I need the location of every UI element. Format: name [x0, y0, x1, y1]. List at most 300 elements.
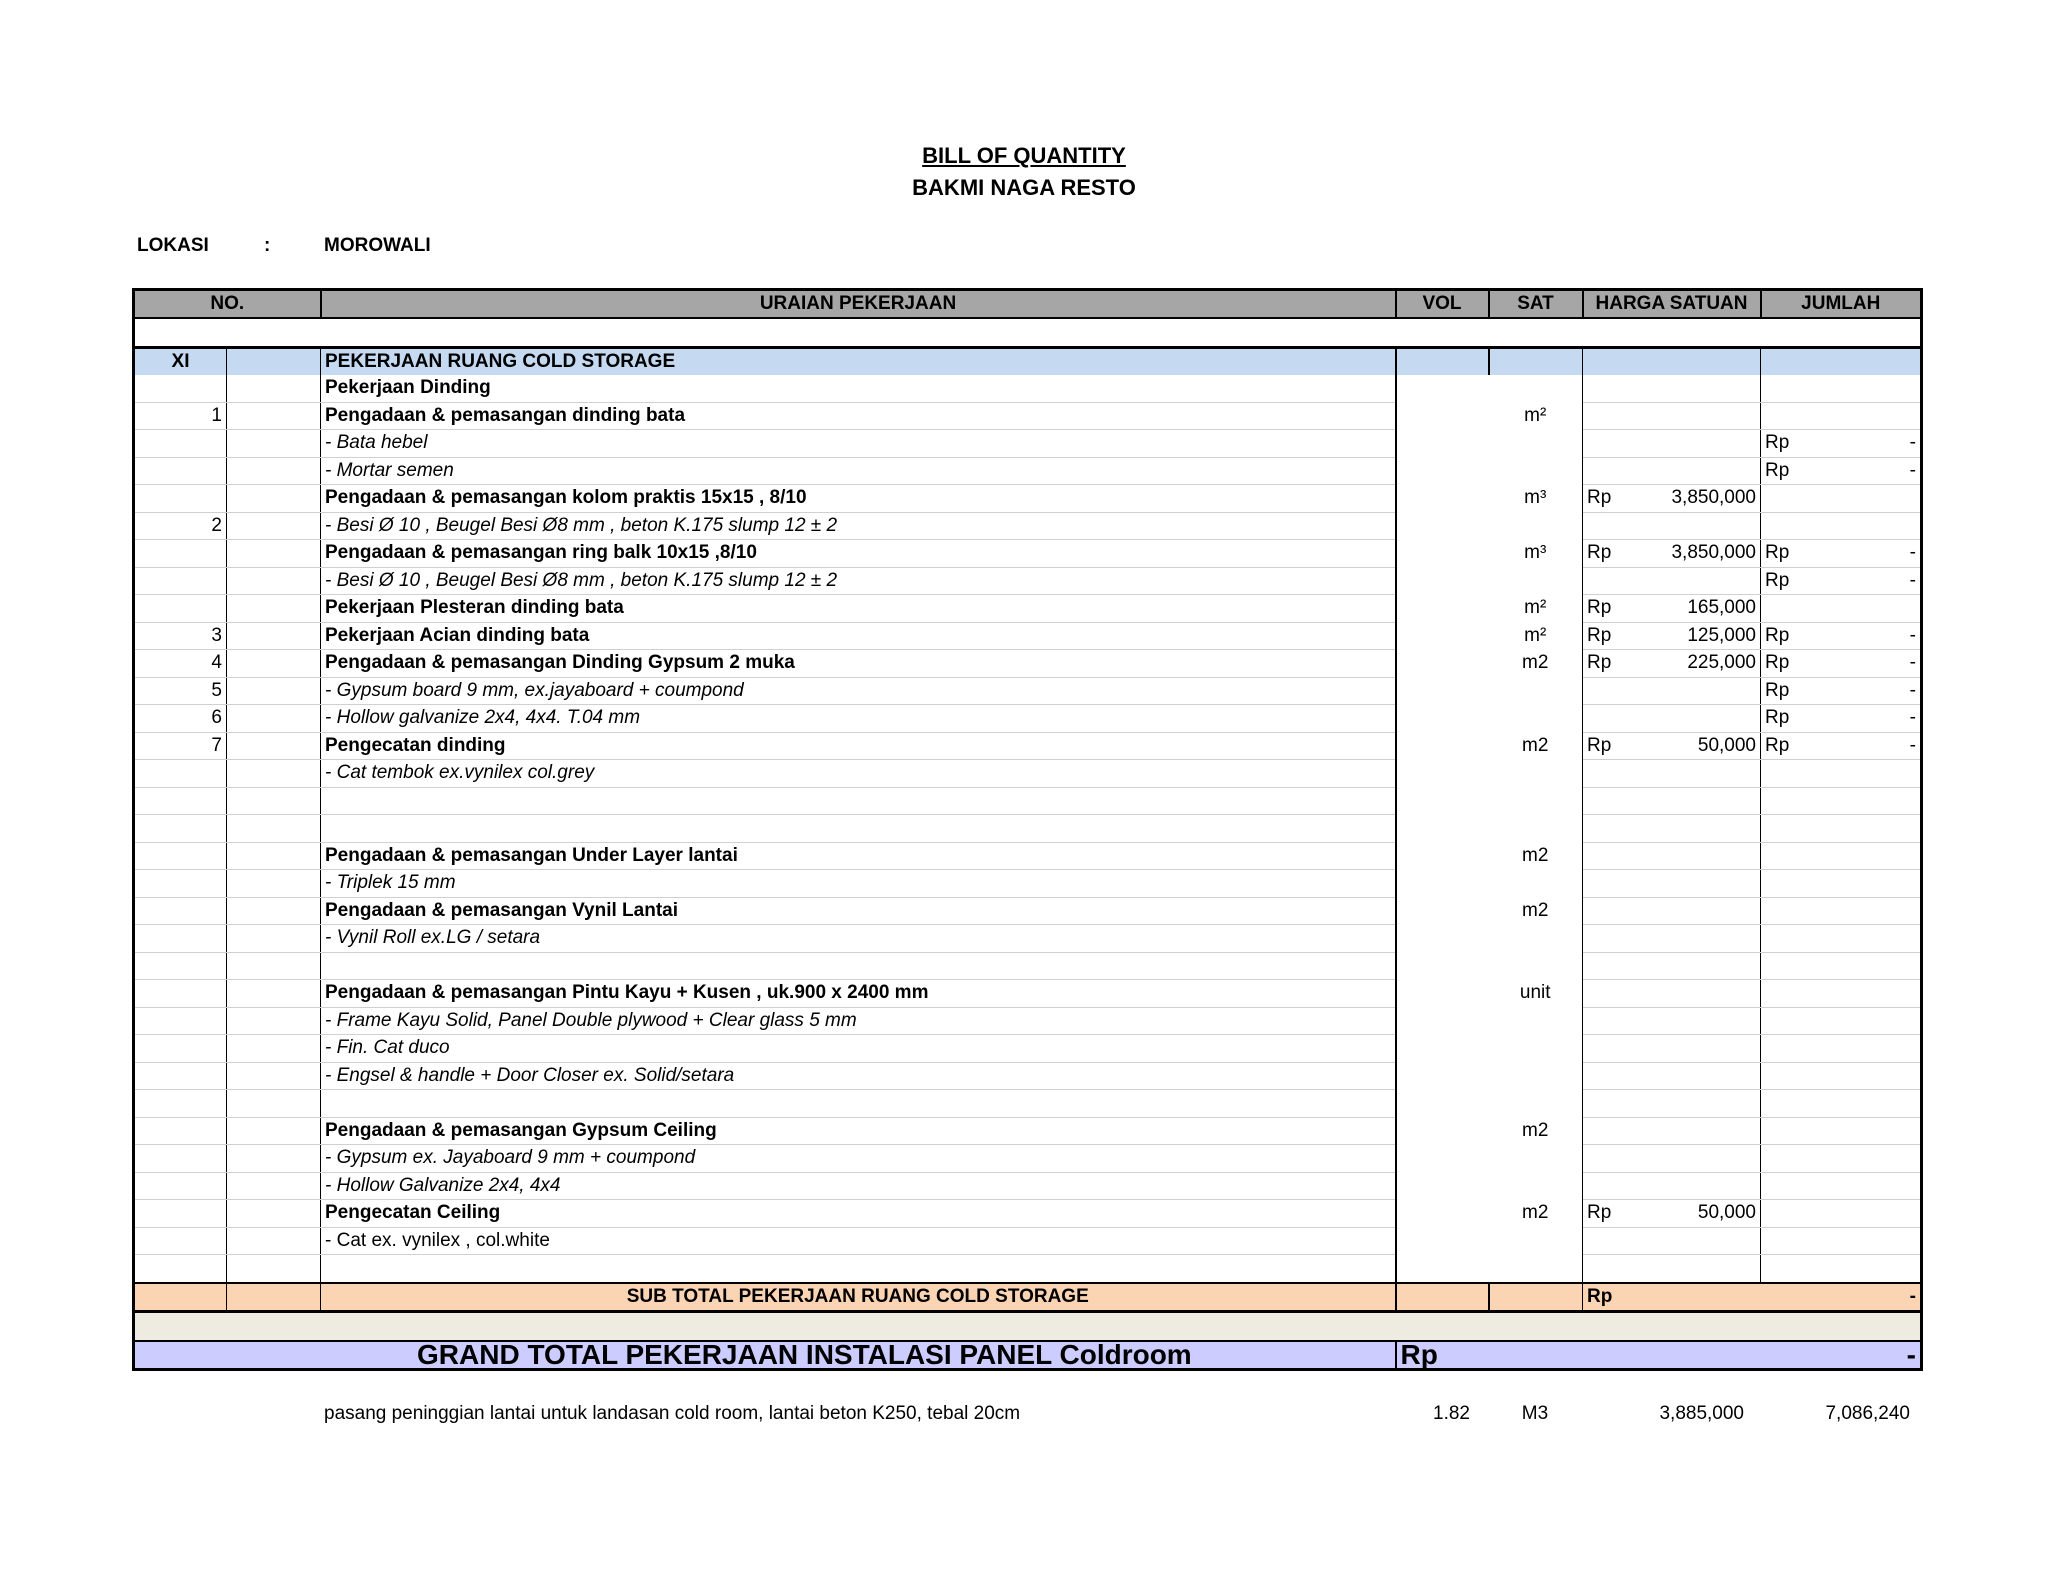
item-vol — [1396, 1035, 1489, 1063]
total-value: - — [1909, 569, 1916, 591]
item-no — [134, 430, 227, 458]
table-row — [134, 677, 1922, 705]
total-currency: Rp — [1765, 707, 1790, 729]
item-total — [1761, 595, 1922, 623]
item-vol — [1396, 870, 1489, 898]
item-unit — [1489, 1090, 1583, 1118]
item-unit — [1489, 1227, 1583, 1255]
total-value: - — [1909, 679, 1916, 701]
item-vol — [1396, 540, 1489, 568]
item-description — [321, 787, 1396, 815]
item-description: Pengadaan & pemasangan dinding bata — [321, 402, 1396, 430]
blank-row — [134, 1312, 1922, 1341]
item-unit-price — [1583, 457, 1761, 485]
item-unit-price — [1583, 897, 1761, 925]
total-value: - — [1909, 707, 1916, 729]
item-unit-price — [1583, 1090, 1761, 1118]
item-subno — [227, 1227, 321, 1255]
item-unit-price — [1583, 1007, 1761, 1035]
item-total — [1761, 622, 1922, 650]
section-title: PEKERJAAN RUANG COLD STORAGE — [321, 347, 1396, 375]
item-vol — [1396, 952, 1489, 980]
item-unit — [1489, 815, 1583, 843]
item-vol — [1396, 402, 1489, 430]
item-unit — [1489, 1007, 1583, 1035]
item-no — [134, 1200, 227, 1228]
item-no: 7 — [134, 732, 227, 760]
item-vol — [1396, 760, 1489, 788]
item-unit-price — [1583, 402, 1761, 430]
item-unit-price — [1583, 732, 1761, 760]
item-description: - Frame Kayu Solid, Panel Double plywood + Clear glass 5 mm — [321, 1007, 1396, 1035]
col-header-desc: URAIAN PEKERJAAN — [321, 290, 1396, 319]
price-currency: Rp — [1587, 542, 1612, 564]
item-unit-price — [1583, 595, 1761, 623]
item-description: - Gypsum ex. Jayaboard 9 mm + coumpond — [321, 1145, 1396, 1173]
item-vol — [1396, 1145, 1489, 1173]
item-total — [1761, 650, 1922, 678]
item-vol — [1396, 457, 1489, 485]
total-value: - — [1909, 542, 1916, 564]
item-vol — [1396, 1062, 1489, 1090]
item-subno — [227, 375, 321, 402]
table-row — [134, 1062, 1922, 1090]
item-subno — [227, 787, 321, 815]
project-name: BAKMI NAGA RESTO — [912, 175, 1136, 200]
item-subno — [227, 870, 321, 898]
item-description: - Hollow galvanize 2x4, 4x4. T.04 mm — [321, 705, 1396, 733]
item-total — [1761, 567, 1922, 595]
item-subno — [227, 1090, 321, 1118]
item-vol — [1396, 815, 1489, 843]
table-row — [134, 1117, 1922, 1145]
item-vol — [1396, 375, 1489, 402]
table-row — [134, 1227, 1922, 1255]
item-unit: m² — [1489, 622, 1583, 650]
item-unit — [1489, 760, 1583, 788]
note-unit: M3 — [1521, 1403, 1549, 1424]
item-subno — [227, 650, 321, 678]
item-unit — [1489, 952, 1583, 980]
item-subno — [227, 622, 321, 650]
item-subno — [227, 1035, 321, 1063]
item-description: Pekerjaan Plesteran dinding bata — [321, 595, 1396, 623]
note-vol: 1.82 — [1433, 1403, 1470, 1424]
item-unit-price — [1583, 870, 1761, 898]
item-vol — [1396, 567, 1489, 595]
item-unit-price — [1583, 1062, 1761, 1090]
item-vol — [1396, 1255, 1489, 1283]
item-unit-price — [1583, 677, 1761, 705]
table-row — [134, 1035, 1922, 1063]
item-no — [134, 567, 227, 595]
table-row — [134, 402, 1922, 430]
item-unit-price — [1583, 1117, 1761, 1145]
item-total — [1761, 1227, 1922, 1255]
table-row — [134, 787, 1922, 815]
table-row — [134, 925, 1922, 953]
item-total — [1761, 815, 1922, 843]
item-unit: m2 — [1489, 842, 1583, 870]
item-subno — [227, 430, 321, 458]
grand-total-label: GRAND TOTAL PEKERJAAN INSTALASI PANEL Coldroom — [134, 1341, 1396, 1370]
item-subno — [227, 512, 321, 540]
table-row — [134, 457, 1922, 485]
item-no — [134, 870, 227, 898]
item-description: - Cat tembok ex.vynilex col.grey — [321, 760, 1396, 788]
item-no — [134, 540, 227, 568]
price-value: 3,850,000 — [1671, 542, 1756, 564]
table-row — [134, 540, 1922, 568]
item-unit-price — [1583, 512, 1761, 540]
item-unit-price — [1583, 622, 1761, 650]
item-description: - Gypsum board 9 mm, ex.jayaboard + coumpond — [321, 677, 1396, 705]
boq-table-container — [132, 288, 1920, 1371]
price-currency: Rp — [1587, 652, 1612, 674]
item-subno — [227, 1255, 321, 1283]
table-row — [134, 1255, 1922, 1283]
item-total — [1761, 1062, 1922, 1090]
total-value: - — [1909, 459, 1916, 481]
table-row — [134, 512, 1922, 540]
item-unit — [1489, 457, 1583, 485]
item-subno — [227, 595, 321, 623]
item-total — [1761, 732, 1922, 760]
total-currency: Rp — [1765, 652, 1790, 674]
item-unit-price — [1583, 1172, 1761, 1200]
table-row — [134, 732, 1922, 760]
item-description: Pekerjaan Dinding — [321, 375, 1396, 402]
item-total — [1761, 1172, 1922, 1200]
item-no — [134, 897, 227, 925]
item-unit — [1489, 375, 1583, 402]
table-row — [134, 375, 1922, 402]
item-no — [134, 815, 227, 843]
item-total — [1761, 1090, 1922, 1118]
item-vol — [1396, 622, 1489, 650]
table-row — [134, 705, 1922, 733]
item-unit: unit — [1489, 980, 1583, 1008]
item-description: Pengadaan & pemasangan Under Layer lantai — [321, 842, 1396, 870]
item-subno — [227, 760, 321, 788]
location-colon: : — [264, 235, 271, 256]
item-no — [134, 457, 227, 485]
section-no: XI — [134, 347, 227, 375]
item-description — [321, 1255, 1396, 1283]
spacer-row — [134, 318, 1922, 347]
col-header-no: NO. — [134, 290, 321, 319]
item-subno — [227, 1172, 321, 1200]
price-currency: Rp — [1587, 734, 1612, 756]
item-description: - Cat ex. vynilex , col.white — [321, 1227, 1396, 1255]
item-total — [1761, 402, 1922, 430]
item-no — [134, 760, 227, 788]
item-unit — [1489, 925, 1583, 953]
item-unit: m² — [1489, 402, 1583, 430]
price-value: 125,000 — [1687, 624, 1756, 646]
item-unit-price — [1583, 1035, 1761, 1063]
item-unit: m³ — [1489, 540, 1583, 568]
price-value: 50,000 — [1697, 734, 1756, 756]
item-unit-price — [1583, 1227, 1761, 1255]
item-no: 5 — [134, 677, 227, 705]
item-total — [1761, 842, 1922, 870]
item-vol — [1396, 1227, 1489, 1255]
item-no — [134, 1227, 227, 1255]
item-total — [1761, 760, 1922, 788]
price-value: 50,000 — [1697, 1202, 1756, 1224]
table-row — [134, 952, 1922, 980]
item-vol — [1396, 705, 1489, 733]
item-unit-price — [1583, 980, 1761, 1008]
item-description: Pekerjaan Acian dinding bata — [321, 622, 1396, 650]
subtotal-currency: Rp — [1587, 1285, 1613, 1307]
table-row — [134, 760, 1922, 788]
item-total — [1761, 1117, 1922, 1145]
boq-table — [132, 288, 1923, 1371]
total-value: - — [1909, 624, 1916, 646]
item-no — [134, 595, 227, 623]
table-row — [134, 622, 1922, 650]
item-subno — [227, 567, 321, 595]
item-vol — [1396, 925, 1489, 953]
table-header-row — [134, 290, 1922, 319]
item-subno — [227, 1007, 321, 1035]
item-unit: m2 — [1489, 650, 1583, 678]
item-unit: m² — [1489, 595, 1583, 623]
item-total — [1761, 1255, 1922, 1283]
table-row — [134, 897, 1922, 925]
item-unit: m2 — [1489, 1117, 1583, 1145]
item-no — [134, 1007, 227, 1035]
price-currency: Rp — [1587, 1202, 1612, 1224]
table-row — [134, 870, 1922, 898]
item-unit — [1489, 1145, 1583, 1173]
item-no — [134, 375, 227, 402]
item-no: 1 — [134, 402, 227, 430]
item-subno — [227, 897, 321, 925]
item-unit — [1489, 1035, 1583, 1063]
item-unit-price — [1583, 485, 1761, 513]
item-no: 4 — [134, 650, 227, 678]
item-unit: m2 — [1489, 1200, 1583, 1228]
item-subno — [227, 952, 321, 980]
item-no — [134, 980, 227, 1008]
item-description: - Besi Ø 10 , Beugel Besi Ø8 mm , beton K.175 slump 12 ± 2 — [321, 567, 1396, 595]
total-currency: Rp — [1765, 624, 1790, 646]
table-row — [134, 485, 1922, 513]
total-currency: Rp — [1765, 734, 1790, 756]
item-subno — [227, 815, 321, 843]
item-no — [134, 1035, 227, 1063]
item-total — [1761, 375, 1922, 402]
item-no: 3 — [134, 622, 227, 650]
note-description: pasang peninggian lantai untuk landasan cold room, lantai beton K250, tebal 20cm — [324, 1403, 1021, 1424]
item-description: Pengadaan & pemasangan Gypsum Ceiling — [321, 1117, 1396, 1145]
item-no — [134, 1090, 227, 1118]
item-no: 6 — [134, 705, 227, 733]
item-vol — [1396, 512, 1489, 540]
table-row — [134, 1172, 1922, 1200]
item-subno — [227, 705, 321, 733]
table-row — [134, 1200, 1922, 1228]
col-header-total: JUMLAH — [1761, 290, 1922, 319]
item-no — [134, 1172, 227, 1200]
col-header-sat: SAT — [1489, 290, 1583, 319]
item-unit-price — [1583, 650, 1761, 678]
price-currency: Rp — [1587, 624, 1612, 646]
item-vol — [1396, 980, 1489, 1008]
item-unit — [1489, 870, 1583, 898]
item-description: - Besi Ø 10 , Beugel Besi Ø8 mm , beton K.175 slump 12 ± 2 — [321, 512, 1396, 540]
item-subno — [227, 842, 321, 870]
item-description: Pengadaan & pemasangan Vynil Lantai — [321, 897, 1396, 925]
section-row — [134, 347, 1922, 375]
item-total — [1761, 787, 1922, 815]
item-subno — [227, 1062, 321, 1090]
total-currency: Rp — [1765, 569, 1790, 591]
table-row — [134, 595, 1922, 623]
table-row — [134, 1145, 1922, 1173]
item-subno — [227, 457, 321, 485]
item-no — [134, 1062, 227, 1090]
item-vol — [1396, 677, 1489, 705]
item-unit — [1489, 430, 1583, 458]
subtotal-row — [134, 1283, 1922, 1312]
item-subno — [227, 732, 321, 760]
table-row — [134, 567, 1922, 595]
page-title: BILL OF QUANTITY — [922, 143, 1126, 168]
item-description: Pengadaan & pemasangan Dinding Gypsum 2 muka — [321, 650, 1396, 678]
item-subno — [227, 1145, 321, 1173]
item-unit: m2 — [1489, 897, 1583, 925]
item-total — [1761, 430, 1922, 458]
item-total — [1761, 677, 1922, 705]
item-no: 2 — [134, 512, 227, 540]
item-unit-price — [1583, 760, 1761, 788]
item-vol — [1396, 1007, 1489, 1035]
price-currency: Rp — [1587, 487, 1612, 509]
item-unit-price — [1583, 1200, 1761, 1228]
item-description: - Engsel & handle + Door Closer ex. Solid/setara — [321, 1062, 1396, 1090]
total-currency: Rp — [1765, 542, 1790, 564]
item-unit-price — [1583, 540, 1761, 568]
subtotal-label: SUB TOTAL PEKERJAAN RUANG COLD STORAGE — [321, 1283, 1396, 1312]
item-subno — [227, 485, 321, 513]
total-value: - — [1909, 734, 1916, 756]
item-unit — [1489, 567, 1583, 595]
note-total: 7,086,240 — [1825, 1403, 1910, 1424]
item-description: - Hollow Galvanize 2x4, 4x4 — [321, 1172, 1396, 1200]
item-vol — [1396, 1117, 1489, 1145]
total-value: - — [1909, 652, 1916, 674]
item-unit: m2 — [1489, 732, 1583, 760]
item-unit-price — [1583, 842, 1761, 870]
item-description: - Triplek 15 mm — [321, 870, 1396, 898]
col-header-price: HARGA SATUAN — [1583, 290, 1761, 319]
item-description: Pengadaan & pemasangan ring balk 10x15 ,8/10 — [321, 540, 1396, 568]
item-unit-price — [1583, 787, 1761, 815]
item-no — [134, 1117, 227, 1145]
item-unit — [1489, 1255, 1583, 1283]
item-unit — [1489, 1172, 1583, 1200]
item-total — [1761, 952, 1922, 980]
grand-total-row — [134, 1341, 1922, 1370]
item-unit-price — [1583, 925, 1761, 953]
item-vol — [1396, 430, 1489, 458]
item-subno — [227, 925, 321, 953]
table-row — [134, 650, 1922, 678]
item-subno — [227, 980, 321, 1008]
location-label: LOKASI — [137, 235, 209, 256]
item-vol — [1396, 897, 1489, 925]
item-vol — [1396, 595, 1489, 623]
note-price: 3,885,000 — [1659, 1403, 1744, 1424]
item-no — [134, 952, 227, 980]
item-unit: m³ — [1489, 485, 1583, 513]
price-currency: Rp — [1587, 597, 1612, 619]
item-subno — [227, 677, 321, 705]
item-unit — [1489, 787, 1583, 815]
item-total — [1761, 457, 1922, 485]
item-total — [1761, 1200, 1922, 1228]
item-total — [1761, 870, 1922, 898]
item-subno — [227, 402, 321, 430]
item-no — [134, 1145, 227, 1173]
item-total — [1761, 705, 1922, 733]
item-unit — [1489, 677, 1583, 705]
item-total — [1761, 1007, 1922, 1035]
location-value: MOROWALI — [324, 235, 431, 256]
price-value: 225,000 — [1687, 652, 1756, 674]
item-subno — [227, 1117, 321, 1145]
item-no — [134, 787, 227, 815]
item-description: Pengadaan & pemasangan kolom praktis 15x15 , 8/10 — [321, 485, 1396, 513]
item-unit-price — [1583, 705, 1761, 733]
item-total — [1761, 512, 1922, 540]
item-vol — [1396, 787, 1489, 815]
table-row — [134, 980, 1922, 1008]
item-no — [134, 842, 227, 870]
col-header-vol: VOL — [1396, 290, 1489, 319]
item-total — [1761, 925, 1922, 953]
item-description — [321, 952, 1396, 980]
grand-total-value: - — [1906, 1340, 1916, 1370]
item-total — [1761, 897, 1922, 925]
item-total — [1761, 1035, 1922, 1063]
table-row — [134, 842, 1922, 870]
item-description: - Mortar semen — [321, 457, 1396, 485]
item-description: - Bata hebel — [321, 430, 1396, 458]
table-row — [134, 1007, 1922, 1035]
price-value: 165,000 — [1687, 597, 1756, 619]
item-total — [1761, 485, 1922, 513]
table-row — [134, 1090, 1922, 1118]
table-row — [134, 430, 1922, 458]
item-vol — [1396, 1200, 1489, 1228]
item-description: Pengecatan dinding — [321, 732, 1396, 760]
item-description — [321, 815, 1396, 843]
total-currency: Rp — [1765, 679, 1790, 701]
price-value: 3,850,000 — [1671, 487, 1756, 509]
item-unit — [1489, 1062, 1583, 1090]
total-value: - — [1909, 432, 1916, 454]
item-no — [134, 485, 227, 513]
item-subno — [227, 1200, 321, 1228]
item-total — [1761, 1145, 1922, 1173]
subtotal-value: - — [1909, 1285, 1916, 1307]
item-vol — [1396, 1172, 1489, 1200]
